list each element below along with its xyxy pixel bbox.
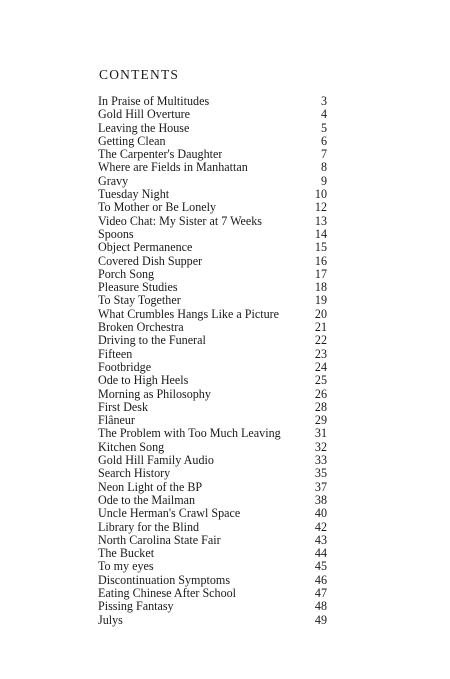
toc-entry — [98, 414, 327, 427]
toc-entry-title: The Carpenter's Daughter — [98, 148, 223, 162]
toc-entry-page-number: 42 — [314, 519, 327, 534]
toc-entry-page-number: 33 — [314, 453, 327, 468]
toc-entry-title: Fifteen — [98, 347, 133, 361]
toc-entry-page-number: 22 — [314, 333, 327, 348]
toc-entry-title: Ode to High Heels — [98, 374, 189, 388]
toc-entry — [98, 281, 327, 294]
toc-entry-title: Spoons — [98, 227, 134, 241]
toc-entry — [98, 175, 327, 188]
toc-entry-page-number: 9 — [320, 173, 327, 188]
toc-entry-page-number: 20 — [314, 306, 327, 321]
toc-entry — [98, 215, 327, 228]
toc-entry-title: Neon Light of the BP — [98, 480, 203, 494]
toc-entry-title: Search History — [98, 467, 171, 481]
toc-entry — [98, 294, 327, 307]
toc-entry-title: Porch Song — [98, 267, 155, 281]
toc-entry-page-number: 4 — [320, 107, 327, 122]
toc-entry-page-number: 26 — [314, 386, 327, 401]
toc-entry-page-number: 12 — [314, 200, 327, 215]
toc-entry — [98, 467, 327, 480]
toc-entry-page-number: 23 — [314, 346, 327, 361]
toc-entry-page-number: 35 — [314, 466, 327, 481]
toc-entry-title: Driving to the Funeral — [98, 334, 206, 348]
toc-entry-title: Flâneur — [98, 414, 135, 428]
toc-entry-title: Gold Hill Overture — [98, 108, 191, 122]
toc-entry-page-number: 43 — [314, 532, 327, 547]
toc-entry — [98, 507, 327, 520]
toc-entry-title: Uncle Herman's Crawl Space — [98, 507, 241, 521]
toc-entry-page-number: 10 — [314, 187, 327, 202]
toc-entry — [98, 241, 327, 254]
toc-entry-page-number: 31 — [314, 426, 327, 441]
toc-entry-title: First Desk — [98, 400, 149, 414]
toc-entry — [98, 348, 327, 361]
toc-entry-page-number: 25 — [314, 373, 327, 388]
toc-entry-title: Where are Fields in Manhattan — [98, 161, 248, 175]
toc-entry-title: The Bucket — [98, 547, 155, 561]
toc-entry-page-number: 28 — [314, 399, 327, 414]
toc-entry-page-number: 40 — [314, 506, 327, 521]
toc-entry-title: Video Chat: My Sister at 7 Weeks — [98, 214, 263, 228]
toc-entry — [98, 481, 327, 494]
toc-entry — [98, 308, 327, 321]
toc-entry-page-number: 15 — [314, 240, 327, 255]
toc-entry-page-number: 49 — [314, 612, 327, 627]
toc-entry — [98, 122, 327, 135]
toc-entry — [98, 95, 327, 108]
toc-entry-title: Eating Chinese After School — [98, 586, 237, 600]
toc-entry-title: North Carolina State Fair — [98, 533, 221, 547]
toc-entry — [98, 534, 327, 547]
toc-entry-title: Broken Orchestra — [98, 321, 184, 335]
toc-entry-page-number: 21 — [314, 320, 327, 335]
toc-entry — [98, 494, 327, 507]
toc-entry — [98, 148, 327, 161]
contents-heading: CONTENTS — [99, 67, 180, 82]
toc-entry — [98, 228, 327, 241]
toc-entry-title: The Problem with Too Much Leaving — [98, 427, 281, 441]
toc-entry-page-number: 7 — [320, 147, 327, 162]
toc-entry-title: What Crumbles Hangs Like a Picture — [98, 307, 280, 321]
toc-entry-title: Ode to the Mailman — [98, 493, 196, 507]
toc-entry-page-number: 38 — [314, 492, 327, 507]
toc-entry-page-number: 17 — [314, 266, 327, 281]
toc-entry — [98, 374, 327, 387]
toc-entry — [98, 161, 327, 174]
toc-entry — [98, 547, 327, 560]
toc-entry — [98, 268, 327, 281]
toc-entry — [98, 401, 327, 414]
toc-entry-page-number: 19 — [314, 293, 327, 308]
toc-entry-title: To my eyes — [98, 560, 154, 574]
toc-entry-title: To Mother or Be Lonely — [98, 201, 217, 215]
toc-entry-page-number: 37 — [314, 479, 327, 494]
toc-entry-title: Leaving the House — [98, 121, 190, 135]
toc-entry-page-number: 46 — [314, 572, 327, 587]
toc-entry-page-number: 3 — [320, 94, 327, 108]
toc-entry — [98, 614, 327, 627]
toc-entry-title: Gold Hill Family Audio — [98, 454, 214, 468]
toc-entry-title: Covered Dish Supper — [98, 254, 203, 268]
toc-entry-page-number: 14 — [314, 226, 327, 241]
toc-entry — [98, 574, 327, 587]
toc-entry-title: In Praise of Multitudes — [98, 95, 210, 108]
toc-entry — [98, 135, 327, 148]
toc-entry-page-number: 8 — [320, 160, 327, 175]
toc-entry — [98, 361, 327, 374]
table-of-contents — [98, 95, 327, 627]
toc-entry-title: Morning as Philosophy — [98, 387, 211, 401]
toc-entry-title: Library for the Blind — [98, 520, 200, 534]
toc-entry — [98, 255, 327, 268]
toc-entry-title: To Stay Together — [98, 294, 181, 308]
toc-entry-page-number: 5 — [320, 120, 327, 135]
toc-entry-title: Discontinuation Symptoms — [98, 573, 231, 587]
toc-entry — [98, 188, 327, 201]
toc-entry — [98, 334, 327, 347]
toc-entry-title: Pleasure Studies — [98, 281, 178, 295]
toc-entry-page-number: 32 — [314, 439, 327, 454]
toc-entry-title: Footbridge — [98, 360, 152, 374]
toc-entry-page-number: 48 — [314, 599, 327, 614]
toc-entry — [98, 587, 327, 600]
toc-entry — [98, 427, 327, 440]
toc-entry-page-number: 16 — [314, 253, 327, 268]
toc-entry — [98, 108, 327, 121]
toc-entry-page-number: 47 — [314, 585, 327, 600]
toc-entry — [98, 521, 327, 534]
toc-entry — [98, 441, 327, 454]
toc-entry-title: Kitchen Song — [98, 440, 165, 454]
toc-entry-title: Pissing Fantasy — [98, 600, 174, 614]
toc-entry-title: Gravy — [98, 174, 129, 188]
toc-entry — [98, 388, 327, 401]
toc-entry-page-number: 45 — [314, 559, 327, 574]
toc-entry-page-number: 24 — [314, 359, 327, 374]
toc-entry-page-number: 29 — [314, 413, 327, 428]
toc-entry — [98, 600, 327, 613]
toc-entry-page-number: 6 — [320, 133, 327, 148]
toc-entry-title: Object Permanence — [98, 241, 193, 255]
toc-entry-title: Tuesday Night — [98, 188, 170, 202]
toc-entry — [98, 560, 327, 573]
toc-entry-title: Getting Clean — [98, 134, 166, 148]
toc-entry-page-number: 44 — [314, 546, 327, 561]
toc-entry-page-number: 13 — [314, 213, 327, 228]
toc-entry — [98, 454, 327, 467]
toc-entry — [98, 321, 327, 334]
toc-entry-title: Julys — [98, 613, 123, 627]
toc-entry — [98, 201, 327, 214]
toc-entry-page-number: 18 — [314, 280, 327, 295]
